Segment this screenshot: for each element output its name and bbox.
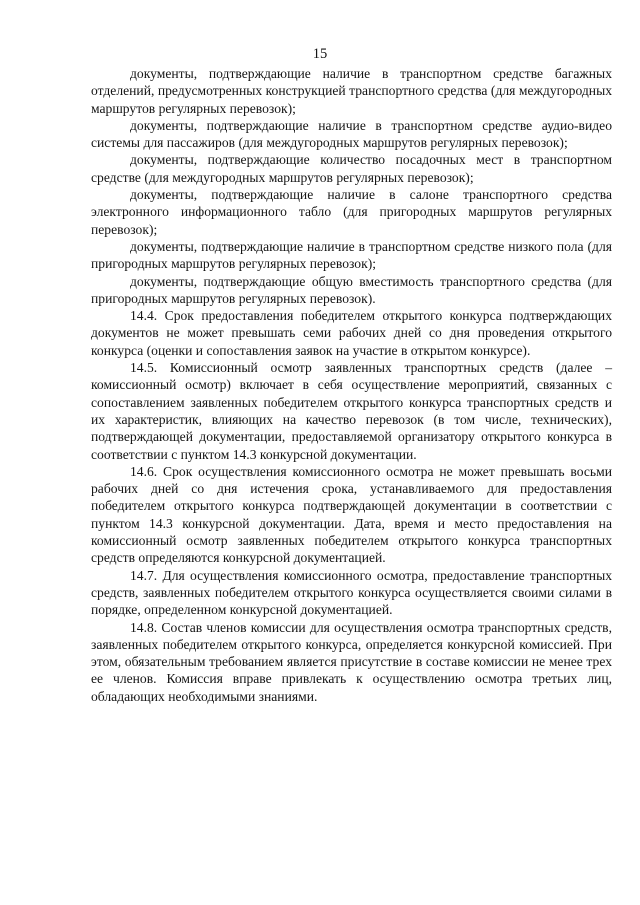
paragraph-14-4: 14.4. Срок предоставления победителем открытого конкурса подтверждающих документов не может превышать семи рабочих дней со дня проведения открытого конкурса (оценки и сопоставления заявок на участие в открытом конкурсе).	[91, 308, 612, 358]
paragraph-information-board: документы, подтверждающие наличие в салоне транспортного средства электронного информационного табло (для пригородных маршрутов регулярных перевозок);	[91, 187, 612, 237]
paragraph-14-8: 14.8. Состав членов комиссии для осуществления осмотра транспортных средств, заявленных победителем открытого конкурса, определяется конкурсной комиссией. При этом, обязательным требованием является присутствие в составе комиссии не менее трех ее членов. Комиссия вправе привлекать к осуществлению осмотра третьих лиц, обладающих необходимыми знаниями.	[91, 619, 612, 704]
paragraph-seat-count: документы, подтверждающие количество посадочных мест в транспортном средстве (для междугородных маршрутов регулярных перевозок);	[91, 152, 612, 185]
paragraph-audio-video-system: документы, подтверждающие наличие в транспортном средстве аудио-видео системы для пассажиров (для междугородных маршрутов регулярных перевозок);	[91, 117, 612, 151]
paragraph-low-floor: документы, подтверждающие наличие в транспортном средстве низкого пола (для пригородных маршрутов регулярных перевозок);	[91, 238, 612, 272]
paragraph-14-6: 14.6. Срок осуществления комиссионного осмотра не может превышать восьми рабочих дней со дня истечения срока, устанавливаемого для предоставления победителем открытого конкурса подтверждающей документации в соответствии с пунктом 14.3 конкурсной документации. Дата, время и место предоставления на комиссионный осмотр заявленных победителем открытого конкурса транспортных средств определяются конкурсной документацией.	[91, 463, 612, 566]
paragraph-total-capacity: документы, подтверждающие общую вместимость транспортного средства (для пригородных маршрутов регулярных перевозок).	[91, 273, 612, 306]
paragraph-baggage-compartments: документы, подтверждающие наличие в транспортном средстве багажных отделений, предусмотренных конструкцией транспортного средства (для междугородных маршрутов регулярных перевозок);	[91, 66, 612, 116]
paragraph-14-5: 14.5. Комиссионный осмотр заявленных транспортных средств (далее – комиссионный осмотр) включает в себя осуществление мероприятий, связанных с сопоставлением заявленных победителем открытого конкурса транспортных средств и их характеристик, влияющих на качество перевозок (в том числе, технических), подтверждающей документации, предоставляемой организатору открытого конкурса в соответствии с пунктом 14.3 конкурсной документации.	[91, 360, 612, 462]
document-body	[91, 65, 612, 705]
page-number: 15	[312, 46, 328, 62]
paragraph-14-7: 14.7. Для осуществления комиссионного осмотра, предоставление транспортных средств, заявленных победителем открытого конкурса осуществляется своими силами в порядке, определенном конкурсной документацией.	[91, 567, 612, 618]
